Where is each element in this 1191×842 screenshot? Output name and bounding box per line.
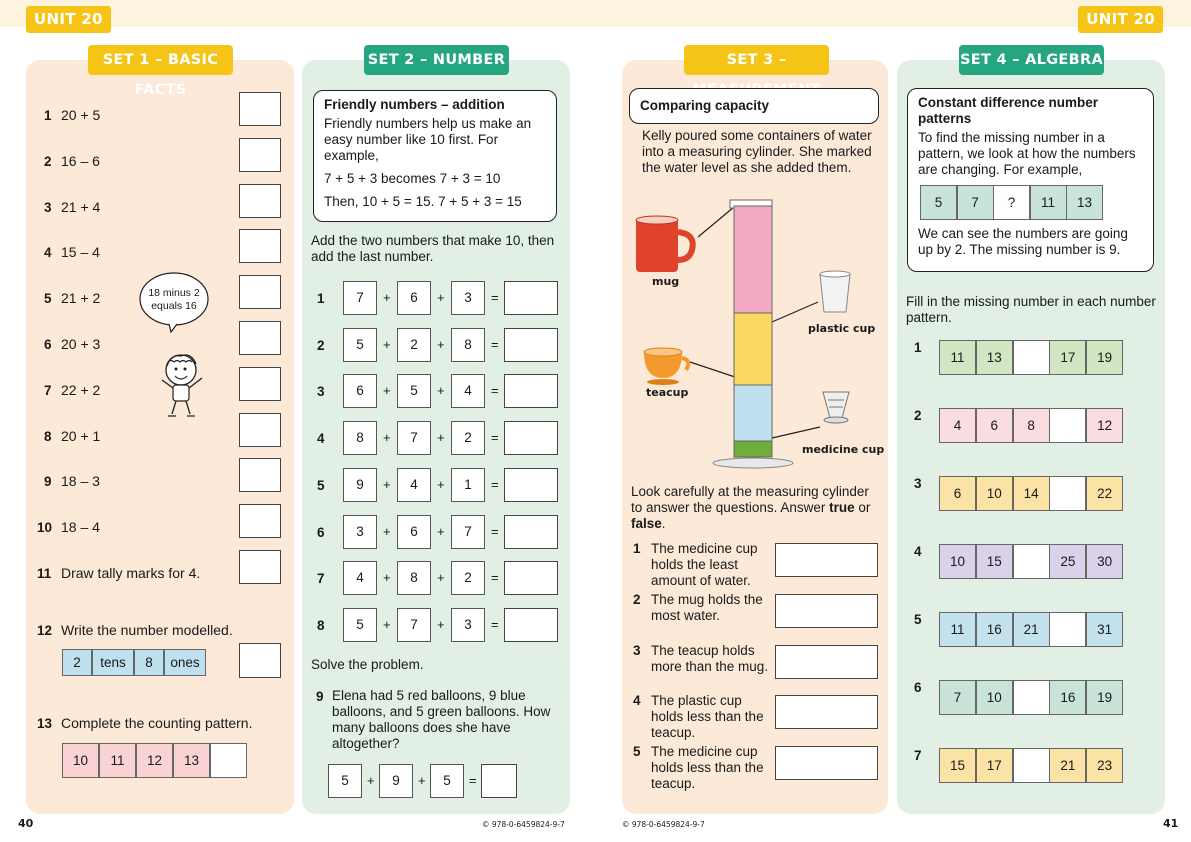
addend-box: 3 [451,281,485,315]
label-plastic-cup: plastic cup [808,322,876,335]
addend-box: 4 [343,561,377,595]
pattern-cell: 23 [1086,748,1123,783]
addend-box: 4 [397,468,431,502]
pattern-cell: 7 [939,680,976,715]
pattern-cell: 11 [99,743,136,778]
addend-box: 7 [343,281,377,315]
set2-info-eq2: Then, 10 + 5 = 15. 7 + 5 + 3 = 15 [324,194,522,209]
set1-q-text: Draw tally marks for 4. [61,565,201,581]
addend-box: 3 [451,608,485,642]
set4-q-number: 6 [914,680,922,695]
measuring-cylinder-illustration [630,192,886,474]
set2-tab: SET 2 – NUMBER [364,45,509,75]
plus-sign: + [437,290,445,305]
set3-q-number: 1 [633,541,641,556]
addend-box: 2 [451,561,485,595]
addend-box: 5 [343,608,377,642]
pattern-cell: 31 [1086,612,1123,647]
plus-sign: + [383,430,391,446]
plus-sign: + [437,430,445,446]
pattern-cell: 12 [136,743,173,778]
set2-answer-box[interactable] [504,421,558,455]
set2-info-text: Friendly numbers help us make an easy number like 10 first. For example, [324,116,532,163]
set3-q-number: 2 [633,591,641,607]
set1-q-number: 10 [37,520,53,536]
pattern-cell: 10 [939,544,976,579]
addend-box: 8 [343,421,377,455]
set4-info-box [907,88,1154,272]
addend-box: 8 [451,328,485,362]
set4-info-text2: We can see the numbers are going up by 2. The missing number is 9. [918,226,1128,257]
set3-q-text: The medicine cup holds the least amount of water. [651,541,758,588]
set2-q-number: 6 [317,524,325,540]
pattern-cell: 8 [1013,408,1050,443]
pattern-cell: 10 [62,743,99,778]
set4-q-number: 3 [914,476,922,491]
set2-q-number: 3 [317,384,325,400]
q9-plus-2: + [418,773,426,788]
addend-box: 7 [451,515,485,549]
set1-answer-box[interactable] [239,321,281,355]
pattern-cell: 17 [1049,340,1086,375]
example-cell: ? [993,185,1030,220]
pattern-cell: 13 [976,340,1013,375]
pattern-cell[interactable] [1013,544,1050,579]
pattern-cell: 11 [939,612,976,647]
set1-q12-text: Write the number modelled. [61,622,233,638]
pattern-cell: 21 [1049,748,1086,783]
set2-q-number: 5 [317,477,325,493]
set4-q-number: 4 [914,544,922,559]
model-ones-label: ones [164,649,206,676]
set4-tab: SET 4 – ALGEBRA [959,45,1104,75]
set2-info-title: Friendly numbers – addition [324,97,505,112]
set3-answer-box[interactable] [775,645,878,679]
set1-answer-box[interactable] [239,504,281,538]
top-band [0,0,1191,27]
addend-box: 3 [343,515,377,549]
set1-q-number: 2 [44,153,52,169]
set1-q-text: 20 + 3 [61,336,101,352]
example-cell: 11 [1030,185,1067,220]
set3-info-title: Comparing capacity [640,98,770,113]
plus-sign: + [383,383,391,399]
set1-answer-box[interactable] [239,184,281,218]
pattern-cell: 22 [1086,476,1123,511]
set1-q-number: 8 [44,428,52,444]
equals-sign: = [491,476,499,492]
set4-instruction: Fill in the missing number in each number pattern. [906,294,1156,325]
example-cell: 13 [1066,185,1103,220]
set3-instruction-a: Look carefully at the measuring cylinder to answer the questions. [631,484,869,515]
pattern-cell: 10 [976,680,1013,715]
set2-q9-text: Elena had 5 red balloons, 9 blue balloons, and 5 green balloons. How many balloons does she have altogether? [332,688,551,751]
set3-instruction-b: Answer [780,500,826,515]
plus-sign: + [437,383,445,399]
equals-sign: = [491,336,499,352]
set1-q-text: 20 + 5 [61,107,101,123]
set3-q-text: The mug holds the most water. [651,591,763,623]
label-mug: mug [652,275,680,288]
set1-q-number: 1 [44,108,52,123]
pattern-cell: 6 [976,408,1013,443]
set2-q9-number: 9 [316,689,324,704]
pattern-cell[interactable] [1049,408,1086,443]
addend-box: 8 [397,561,431,595]
set3-tab: SET 3 – [684,45,829,75]
set1-q13-number: 13 [37,716,53,731]
set3-q-text: The medicine cup holds less than the teacup. [651,744,764,792]
pattern-cell: 6 [939,476,976,511]
pattern-cell: 19 [1086,340,1123,375]
equals-sign: = [491,430,499,446]
set2-q-number: 2 [317,337,325,353]
pattern-cell: 14 [1013,476,1050,511]
addend-box: 1 [451,468,485,502]
set2-instruction: Add the two numbers that make 10, then add the last number. [311,233,555,264]
set1-q-number: 4 [44,245,52,261]
set2-answer-box[interactable] [504,608,558,642]
set3-intro: Kelly poured some containers of water into a measuring cylinder. She marked the water level as she added them. [642,128,872,175]
word-true: true [829,500,855,515]
set4-q-number: 2 [914,408,922,423]
set2-q9-answer-box[interactable] [481,764,517,798]
set1-answer-box[interactable] [239,367,281,401]
isbn-right: © 978-0-6459824-9-7 [622,820,705,829]
set1-answer-box[interactable] [239,458,281,492]
set1-q-text: 16 – 6 [61,152,100,169]
set1-tab: SET 1 – BASIC FACTS [88,45,233,75]
unit-tab-right: UNIT 20 [1078,6,1163,33]
addend-box: 7 [397,608,431,642]
pattern-cell: 15 [939,748,976,783]
set3-q-number: 4 [633,693,641,709]
set1-answer-box[interactable] [239,275,281,309]
set3-info-box [629,88,879,124]
model-tens-value: 2 [62,649,92,676]
child-drawing [152,348,212,428]
addend-box: 5 [397,374,431,408]
pattern-cell: 19 [1086,680,1123,715]
word-false: false [631,516,662,531]
set2-solve-label: Solve the problem. [311,657,424,672]
example-cell: 5 [920,185,957,220]
model-tens-label: tens [92,649,134,676]
pattern-cell: 11 [939,340,976,375]
set4-q-number: 1 [914,340,922,355]
unit-tab-left: UNIT 20 [26,6,111,33]
set1-q-number: 7 [44,382,52,398]
set1-q12-answer-box[interactable] [239,643,281,678]
set3-answer-box[interactable] [775,695,878,729]
equals-sign: = [491,290,499,305]
pattern-cell[interactable] [1013,680,1050,715]
set2-q-number: 4 [317,431,325,447]
set3-q-text: The teacup holds more than the mug. [651,642,769,674]
set2-answer-box[interactable] [504,561,558,595]
q9-addend-2: 9 [379,764,413,798]
set1-q-text: 22 + 2 [61,381,101,398]
isbn-left: © 978-0-6459824-9-7 [482,820,565,829]
pattern-cell: 16 [976,612,1013,647]
example-cell: 7 [957,185,994,220]
equals-sign: = [491,616,499,632]
plus-sign: + [437,570,445,586]
set1-q-text: 21 + 2 [61,290,101,307]
equals-sign: = [491,570,499,586]
set1-answer-box[interactable] [239,229,281,263]
pattern-cell: 15 [976,544,1013,579]
set3-q-text: The plastic cup holds less than the teacup. [651,693,764,741]
page-number-right: 41 [1163,817,1179,830]
q9-plus-1: + [367,773,375,788]
plus-sign: + [437,523,445,539]
set1-q-text: 18 – 4 [61,519,100,536]
addend-box: 6 [397,281,431,315]
addend-box: 4 [451,374,485,408]
set3-answer-box[interactable] [775,543,878,577]
addend-box: 2 [451,421,485,455]
set1-q-text: 21 + 4 [61,198,101,215]
set1-q-number: 5 [44,291,52,307]
addend-box: 6 [397,515,431,549]
addend-box: 6 [343,374,377,408]
set3-q-number: 5 [633,744,641,760]
set1-answer-box[interactable] [239,138,281,172]
set2-info-box [313,90,557,222]
plus-sign: + [383,336,391,352]
pattern-cell: 25 [1049,544,1086,579]
equals-sign: = [491,523,499,539]
q9-addend-1: 5 [328,764,362,798]
model-ones-value: 8 [134,649,164,676]
set2-answer-box[interactable] [504,281,558,315]
pattern-cell: 10 [976,476,1013,511]
set2-info-eq1: 7 + 5 + 3 becomes 7 + 3 = 10 [324,171,501,186]
plus-sign: + [383,290,391,305]
label-medicine-cup: medicine cup [802,443,885,456]
plus-sign: + [383,616,391,632]
set3-answer-box[interactable] [775,746,878,780]
plus-sign: + [383,476,391,492]
set2-q-number: 1 [317,291,325,306]
q9-addend-3: 5 [430,764,464,798]
addend-box: 7 [397,421,431,455]
pattern-cell[interactable] [1049,612,1086,647]
pattern-cell[interactable] [1013,340,1050,375]
pattern-cell[interactable] [210,743,247,778]
plus-sign: + [383,570,391,586]
pattern-cell: 30 [1086,544,1123,579]
addend-box: 5 [343,328,377,362]
plus-sign: + [437,336,445,352]
pattern-cell[interactable] [1049,476,1086,511]
pattern-cell: 17 [976,748,1013,783]
addend-box: 2 [397,328,431,362]
q9-equals: = [469,773,477,788]
equals-sign: = [491,383,499,399]
page-number-left: 40 [18,817,34,830]
pattern-cell: 4 [939,408,976,443]
plus-sign: + [383,523,391,539]
plus-sign: + [437,616,445,632]
pattern-cell[interactable] [1013,748,1050,783]
set2-q-number: 7 [317,571,325,587]
set4-q-number: 5 [914,612,922,627]
set1-answer-box[interactable] [239,92,281,126]
set1-q-text: 18 – 3 [61,473,100,490]
pattern-cell: 21 [1013,612,1050,647]
pattern-cell: 13 [173,743,210,778]
set4-q-number: 7 [914,748,922,763]
addend-box: 9 [343,468,377,502]
set2-answer-box[interactable] [504,328,558,362]
set1-answer-box[interactable] [239,550,281,584]
set1-q-number: 6 [44,337,52,352]
set1-q-number: 9 [44,474,52,490]
set1-q-number: 11 [37,566,52,581]
set3-answer-box[interactable] [775,594,878,628]
set1-q12-number: 12 [37,623,53,638]
set2-q-number: 8 [317,617,325,633]
label-teacup: teacup [646,386,689,399]
speech-bubble [139,272,209,322]
plus-sign: + [437,476,445,492]
word-or: or [858,500,871,515]
set2-answer-box[interactable] [504,374,558,408]
set1-q13-text: Complete the counting pattern. [61,715,253,731]
set4-info-text: To find the missing number in a pattern, we look at how the numbers are changing. For example, [918,130,1136,177]
set3-instruction: Look carefully at the measuring cylinder to answer the questions. Answer true or false. [631,484,871,531]
set3-q-number: 3 [633,642,641,658]
set4-info-title: Constant difference number patterns [918,95,1099,126]
set2-answer-box[interactable] [504,468,558,502]
set2-answer-box[interactable] [504,515,558,549]
pattern-cell: 12 [1086,408,1123,443]
set1-q-text: 15 – 4 [61,244,100,261]
set1-q-text: 20 + 1 [61,427,101,444]
pattern-cell: 16 [1049,680,1086,715]
example-pattern [920,185,1143,221]
set1-q-number: 3 [44,199,52,215]
speech-bubble-text: 18 minus 2 equals 16 [148,287,200,312]
set1-answer-box[interactable] [239,413,281,447]
